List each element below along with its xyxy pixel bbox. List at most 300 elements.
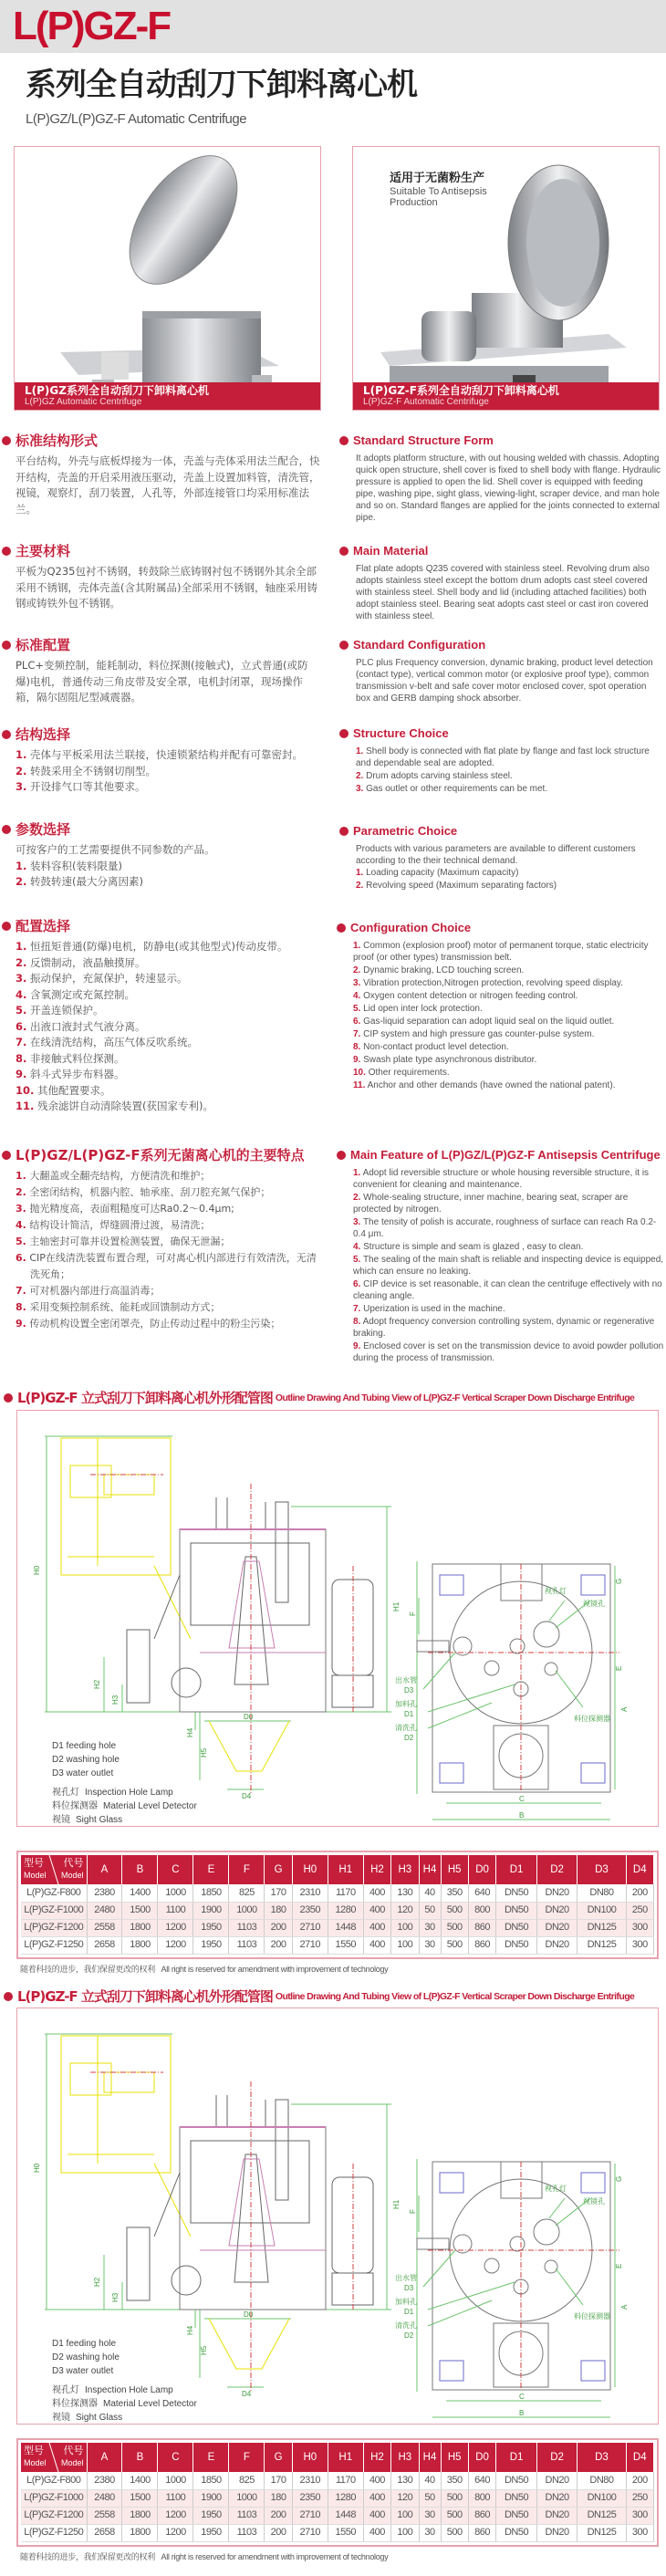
legend-detector-cn: 料位探测器 xyxy=(52,1801,98,1811)
item-number: 4. xyxy=(16,1219,26,1231)
item-text: 开设排气口等其他要求。 xyxy=(30,780,146,793)
table-row xyxy=(21,2524,654,2541)
bullet-icon xyxy=(337,923,346,933)
item-number: 3. xyxy=(16,972,27,985)
table-cell: 1800 xyxy=(122,1919,158,1936)
item-text: 大翻盖或全翻壳结构，方便清洗和维护； xyxy=(29,1170,211,1182)
table-cell: 1170 xyxy=(328,1884,363,1902)
item-number: 8. xyxy=(16,1301,26,1313)
table-cell: L(P)GZ-F800 xyxy=(21,2472,87,2489)
list-item xyxy=(16,1217,326,1234)
item-number: 9. xyxy=(16,1068,27,1080)
item-text: 恒扭矩普通(防爆)电机，防静电(或其他型式)传动皮带。 xyxy=(30,940,288,953)
drawing-title-cn: L(P)GZ-F 立式刮刀下卸料离心机外形配管图 xyxy=(17,1988,273,2005)
model-cn: 型号 xyxy=(24,2446,44,2456)
brand-logo: L(P)GZ-F xyxy=(13,4,171,48)
table-cell: DN50 xyxy=(496,1884,537,1902)
drawing-title-en: Outline Drawing And Tubing View of L(P)GZ-F Vertical Scraper Down Discharge Entrifuge xyxy=(275,1991,635,2002)
item-number: 5. xyxy=(16,1236,26,1247)
drawing-legend xyxy=(52,2339,197,2423)
table-cell: 1800 xyxy=(122,1936,158,1954)
table-cell: DN50 xyxy=(496,1902,537,1919)
column-header: D4 xyxy=(626,1855,653,1884)
list-item xyxy=(16,955,321,972)
item-number: 8. xyxy=(353,1042,361,1052)
item-number: 10. xyxy=(353,1068,366,1078)
table-cell: 200 xyxy=(265,2524,292,2541)
list-item xyxy=(353,1303,665,1315)
table-cell: 1103 xyxy=(229,2507,265,2524)
en-standard-config xyxy=(339,637,663,704)
product-photo-lpgz xyxy=(14,146,321,411)
dim-h0: H0 xyxy=(33,2163,41,2173)
item-text: 反馈制动，液晶触摸屏。 xyxy=(30,955,146,969)
table-cell: 200 xyxy=(626,2472,653,2489)
table-cell: 1500 xyxy=(122,1902,158,1919)
item-text: 结构设计简洁，焊缝圆滑过渡，易清洗； xyxy=(29,1219,211,1231)
table-cell: DN100 xyxy=(578,1902,626,1919)
table-cell: L(P)GZ-F1200 xyxy=(21,2507,87,2524)
table-cell: DN50 xyxy=(496,2489,537,2507)
item-number: 10. xyxy=(16,1083,35,1097)
table-cell: 400 xyxy=(363,1919,390,1936)
caption-cn: L(P)GZ-F系列全自动刮刀下卸料离心机 xyxy=(363,384,559,397)
table-cell: 2380 xyxy=(87,1884,122,1902)
table-cell: 1280 xyxy=(328,2489,363,2507)
item-text: 壳体与平板采用法兰联接，快速锁紧结构并配有可靠密封。 xyxy=(30,748,304,761)
item-number: 8. xyxy=(353,1317,361,1327)
label-d2: D2 xyxy=(404,1734,414,1742)
table-cell: 1000 xyxy=(229,2489,265,2507)
table-cell: 500 xyxy=(441,2524,468,2541)
item-number: 4. xyxy=(353,991,361,1001)
table-cell: 30 xyxy=(419,1919,441,1936)
table-cell: DN20 xyxy=(536,2524,578,2541)
section-title: Structure Choice xyxy=(353,726,449,740)
legend-d3: D3 water outlet xyxy=(52,1768,114,1778)
item-number: 1. xyxy=(16,940,27,953)
item-number: 2. xyxy=(356,881,364,891)
code-en: Model xyxy=(60,1871,84,1880)
item-number: 11. xyxy=(353,1080,366,1090)
legend-d3: D3 water outlet xyxy=(52,2366,114,2376)
item-number: 2. xyxy=(16,875,27,888)
table-cell: DN20 xyxy=(536,1919,578,1936)
item-text: 出液口液封式气液分离。 xyxy=(30,1019,146,1033)
label-d2: D2 xyxy=(404,2331,414,2340)
section-title: 主要材料 xyxy=(16,543,71,559)
cn-main-features xyxy=(2,1146,326,1332)
table-cell: 1100 xyxy=(158,1902,193,1919)
table-cell: 1850 xyxy=(193,1884,229,1902)
table-cell: 400 xyxy=(363,2507,390,2524)
item-number: 1. xyxy=(16,859,27,872)
item-number: 2. xyxy=(356,771,364,781)
column-header: C xyxy=(158,2443,193,2472)
bullet-icon xyxy=(339,436,349,445)
svg-text:视镜Sight Glass xyxy=(52,1813,122,1825)
table-cell: 180 xyxy=(265,2489,292,2507)
table-cell: 1800 xyxy=(122,2524,158,2541)
bullet-icon xyxy=(339,547,349,556)
en-main-material xyxy=(339,543,663,622)
item-text: CIP device is set reasonable, it can clean the centrifuge effectively with no cleaning angle. xyxy=(353,1279,662,1301)
item-text: 含氧测定或充氮控制。 xyxy=(30,987,136,1001)
item-list xyxy=(2,747,321,796)
table-cell: 2710 xyxy=(292,1919,328,1936)
section-body: PLC+变频控制，能耗制动，料位探测(接触式)，立式普通(或防爆)电机，普通传动三角皮带及安全罩，电机封闭罩，现场操作箱，隔尔固阻尼型减震器。 xyxy=(16,659,308,704)
table-cell: 1200 xyxy=(158,2507,193,2524)
table-cell: 2380 xyxy=(87,2472,122,2489)
table-cell: 2558 xyxy=(87,2507,122,2524)
item-text: CIP在线清洗装置布置合理，可对离心机内部进行有效清洗，无清洗死角； xyxy=(29,1252,317,1280)
dim-d0: D0 xyxy=(244,1713,254,1721)
section-title: 标准结构形式 xyxy=(16,433,99,449)
dim-h0: H0 xyxy=(33,1565,41,1575)
list-item xyxy=(353,1067,663,1079)
column-header: H3 xyxy=(391,2443,419,2472)
item-number: 5. xyxy=(353,1255,361,1265)
table-row xyxy=(21,1919,654,1936)
column-header: D0 xyxy=(468,2443,495,2472)
table-cell: 1550 xyxy=(328,1936,363,1954)
table-cell: 640 xyxy=(468,1884,495,1902)
drawing-title-en: Outline Drawing And Tubing View of L(P)GZ-F Vertical Scraper Down Discharge Entrifuge xyxy=(275,1392,635,1403)
table-cell: DN80 xyxy=(578,1884,626,1902)
table-cell: 100 xyxy=(391,1936,419,1954)
table-cell: DN20 xyxy=(536,1936,578,1954)
cn-main-material xyxy=(2,542,321,612)
bullet-icon xyxy=(2,547,11,556)
table-cell: 1448 xyxy=(328,1919,363,1936)
column-header: H0 xyxy=(292,1855,328,1884)
item-number: 5. xyxy=(353,1004,361,1014)
table-cell: 200 xyxy=(265,1936,292,1954)
table-cell: 120 xyxy=(391,2489,419,2507)
item-text: Adopt lid reversible structure or whole housing reversible structure, it is convenient for cleaning and maintenance. xyxy=(353,1168,650,1190)
table-cell: 2710 xyxy=(292,2507,328,2524)
list-item xyxy=(353,1028,663,1040)
table-cell: 2710 xyxy=(292,1936,328,1954)
item-number: 2. xyxy=(353,965,361,975)
en-structure-choice xyxy=(339,725,663,796)
table-cell: 1200 xyxy=(158,1936,193,1954)
list-item xyxy=(353,1216,665,1240)
note-en: All right is reserved for amendment with improvement of technology xyxy=(161,2551,389,2561)
spec-table-block xyxy=(16,2438,659,2562)
dim-a: A xyxy=(620,1706,629,1712)
column-header: D2 xyxy=(536,1855,578,1884)
label-sight: 视镜孔 xyxy=(583,1600,605,1608)
column-header: H2 xyxy=(363,2443,390,2472)
column-header: C xyxy=(158,1855,193,1884)
label-d1: D1 xyxy=(404,1710,414,1718)
item-text: Other requirements. xyxy=(368,1068,450,1078)
column-header: H3 xyxy=(391,1855,419,1884)
list-item xyxy=(353,1316,665,1340)
table-cell: 400 xyxy=(363,1902,390,1919)
table-cell: 1950 xyxy=(193,2524,229,2541)
column-header: G xyxy=(265,2443,292,2472)
table-cell: 500 xyxy=(441,2507,468,2524)
bullet-icon xyxy=(4,1992,13,2001)
item-text: Enclosed cover is set on the transmission device to avoid powder pollution during the process of transmission. xyxy=(353,1341,664,1363)
table-cell: 350 xyxy=(441,2472,468,2489)
table-cell: 2658 xyxy=(87,1936,122,1954)
item-text: Dynamic braking, LCD touching screen. xyxy=(363,965,525,975)
table-cell: 860 xyxy=(468,2507,495,2524)
dim-b: B xyxy=(519,2409,525,2417)
item-text: Swash plate type asynchronous distributor. xyxy=(363,1055,537,1065)
column-header: H1 xyxy=(328,1855,363,1884)
item-number: 6. xyxy=(16,1019,27,1033)
table-cell: 2710 xyxy=(292,2524,328,2541)
table-cell: 300 xyxy=(626,2507,653,2524)
table-cell: 2480 xyxy=(87,2489,122,2507)
dim-h2: H2 xyxy=(93,1679,101,1689)
list-item xyxy=(16,1051,321,1068)
item-text: Vibration protection,Nitrogen protection, revolving speed display. xyxy=(363,978,623,988)
model-header xyxy=(21,1855,87,1884)
table-cell: 1800 xyxy=(122,2507,158,2524)
list-item xyxy=(16,747,321,764)
table-cell: DN50 xyxy=(496,2507,537,2524)
section-title: L(P)GZ/L(P)GZ-F系列无菌离心机的主要特点 xyxy=(16,1147,305,1163)
table-cell: L(P)GZ-F800 xyxy=(21,1884,87,1902)
table-cell: DN125 xyxy=(578,1936,626,1954)
list-item xyxy=(16,779,321,796)
item-number: 3. xyxy=(356,784,364,794)
label-d3: D3 xyxy=(404,2284,414,2292)
list-item xyxy=(16,1099,321,1115)
page-title: 系列全自动刮刀下卸料离心机 xyxy=(26,67,417,103)
list-item xyxy=(356,880,663,892)
list-item xyxy=(16,987,321,1004)
item-number: 1. xyxy=(16,748,27,761)
item-number: 2. xyxy=(16,764,27,777)
table-cell: 1500 xyxy=(122,2489,158,2507)
table-cell: 1400 xyxy=(122,1884,158,1902)
table-cell: DN20 xyxy=(536,1884,578,1902)
list-item xyxy=(16,1083,321,1100)
item-text: Lid open inter lock protection. xyxy=(363,1004,483,1014)
item-number: 6. xyxy=(16,1252,26,1264)
cn-standard-structure xyxy=(2,432,321,517)
item-text: 抛光精度高，表面粗糙度可达Ra0.2～0.4μm; xyxy=(29,1203,234,1215)
cn-parameter-choice xyxy=(2,820,321,891)
legend-sight-en: Sight Glass xyxy=(76,2413,123,2423)
item-text: 转鼓采用全不锈钢切削型。 xyxy=(30,764,157,777)
table-row xyxy=(21,1884,654,1902)
bullet-icon xyxy=(2,825,11,834)
item-list xyxy=(337,1167,665,1364)
item-text: 在线清洗结构，高压气体反吹系统。 xyxy=(30,1036,199,1048)
item-text: Gas-liquid separation can adopt liquid seal on the liquid outlet. xyxy=(363,1017,615,1027)
column-header: D2 xyxy=(536,2443,578,2472)
item-number: 9. xyxy=(353,1341,361,1351)
table-cell: 1103 xyxy=(229,2524,265,2541)
en-standard-structure xyxy=(339,433,663,524)
table-cell: 400 xyxy=(363,2524,390,2541)
label-d1: D1 xyxy=(404,2308,414,2316)
legend-d1: D1 feeding hole xyxy=(52,2339,117,2349)
cn-standard-config xyxy=(2,636,321,706)
list-item xyxy=(353,1278,665,1302)
table-cell: 1000 xyxy=(229,1902,265,1919)
bullet-icon xyxy=(2,641,11,650)
table-cell: DN50 xyxy=(496,2472,537,2489)
code-en: Model xyxy=(60,2458,84,2467)
item-number: 7. xyxy=(16,1036,27,1048)
list-item xyxy=(16,1168,326,1184)
svg-text:视孔灯Inspection Hole Lamp xyxy=(52,2383,173,2395)
column-header: B xyxy=(122,2443,158,2472)
item-text: Gas outlet or other requirements can be met. xyxy=(366,784,548,794)
spec-table-block xyxy=(16,1851,659,1975)
table-cell: DN50 xyxy=(496,1919,537,1936)
table-cell: 860 xyxy=(468,1919,495,1936)
bullet-icon xyxy=(2,730,11,739)
section-title: Main Material xyxy=(353,544,429,558)
table-cell: 400 xyxy=(363,2472,390,2489)
column-header: H1 xyxy=(328,2443,363,2472)
dim-g: G xyxy=(615,2175,623,2182)
table-cell: 130 xyxy=(391,1884,419,1902)
column-header: H0 xyxy=(292,2443,328,2472)
table-cell: 400 xyxy=(363,1884,390,1902)
table-cell: 640 xyxy=(468,2472,495,2489)
table-header xyxy=(21,1855,654,1884)
product-photo-lpgz-f xyxy=(352,146,660,411)
column-header: D1 xyxy=(496,2443,537,2472)
table-cell: 200 xyxy=(265,1919,292,1936)
table-cell: 1400 xyxy=(122,2472,158,2489)
item-number: 1. xyxy=(356,746,364,756)
list-item xyxy=(16,1234,326,1250)
item-number: 11. xyxy=(16,1100,35,1112)
svg-text:视镜Sight Glass xyxy=(52,2411,122,2423)
column-header: D1 xyxy=(496,1855,537,1884)
table-cell: 30 xyxy=(419,2507,441,2524)
column-header: D3 xyxy=(578,2443,626,2472)
list-item xyxy=(16,1003,321,1019)
list-item xyxy=(16,1035,321,1051)
item-number: 7. xyxy=(353,1029,361,1039)
dim-d4: D4 xyxy=(242,2390,252,2398)
item-text: CIP system and high pressure gas counter-pulse system. xyxy=(363,1029,595,1039)
table-cell: 100 xyxy=(391,2507,419,2524)
table-cell: 170 xyxy=(265,2472,292,2489)
item-number: 1. xyxy=(356,868,364,878)
table-cell: 2658 xyxy=(87,2524,122,2541)
drawing-legend xyxy=(52,1741,197,1825)
svg-text:视孔灯Inspection Hole Lamp xyxy=(52,1786,173,1798)
list-item xyxy=(356,746,663,769)
dim-e: E xyxy=(615,2263,623,2268)
legend-sight-cn: 视镜 xyxy=(52,2413,70,2423)
table-cell: 500 xyxy=(441,2489,468,2507)
item-text: Drum adopts carving stainless steel. xyxy=(366,771,513,781)
item-number: 7. xyxy=(353,1304,361,1314)
list-item xyxy=(353,1041,663,1053)
label-detector: 料位探测器 xyxy=(574,2312,610,2320)
item-number: 3. xyxy=(16,1203,26,1215)
table-cell: 1850 xyxy=(193,2472,229,2489)
dim-e: E xyxy=(615,1665,623,1671)
dim-h2: H2 xyxy=(93,2277,101,2287)
item-text: Loading capacity (Maximum capacity) xyxy=(366,868,519,878)
en-parametric-choice xyxy=(339,823,663,892)
item-number: 1. xyxy=(16,1170,26,1182)
table-row xyxy=(21,2489,654,2507)
bullet-icon xyxy=(337,1151,346,1160)
label-detector: 料位探测器 xyxy=(574,1715,610,1723)
section-title: Standard Configuration xyxy=(353,638,486,652)
item-text: Uperization is used in the machine. xyxy=(363,1304,505,1314)
list-item xyxy=(353,977,663,989)
table-cell: 30 xyxy=(419,2524,441,2541)
section-body: Flat plate adopts Q235 covered with stainless steel. Revolving drum also adopts stainless steel except the bottom drum adopts cast steel covered with stainless steel. Shell body and lid (including attached facilities) both adopt stainless steel. Bearing seat adopts cast steel or cast iron covered with stainless steel. xyxy=(356,564,650,621)
model-en: Model xyxy=(24,2458,47,2467)
spec-table-grid xyxy=(21,1855,654,1955)
table-cell: 180 xyxy=(265,1902,292,1919)
bullet-icon xyxy=(339,827,349,836)
column-header: G xyxy=(265,1855,292,1884)
label-d3: D3 xyxy=(404,1686,414,1695)
code-cn: 代号 xyxy=(63,2446,84,2456)
item-list xyxy=(2,939,321,1115)
table-header xyxy=(21,2443,654,2472)
item-text: 斜斗式异步布料器。 xyxy=(30,1068,125,1080)
item-number: 1. xyxy=(353,941,361,951)
item-text: The sealing of the main shaft is reliable and inspecting device is equipped, which can ensure no leaking. xyxy=(353,1255,664,1277)
legend-lamp-en: Inspection Hole Lamp xyxy=(85,2385,173,2395)
table-cell: DN125 xyxy=(578,1919,626,1936)
spec-table-grid xyxy=(21,2443,654,2542)
table-cell: 800 xyxy=(468,1902,495,1919)
column-header: H5 xyxy=(441,1855,468,1884)
dim-h3: H3 xyxy=(111,2292,120,2302)
column-header: D0 xyxy=(468,1855,495,1884)
bullet-icon xyxy=(2,1151,11,1160)
bullet-icon xyxy=(339,729,349,738)
item-text: 残余滤饼自动清除装置(获国家专利)。 xyxy=(37,1100,214,1112)
column-header: H4 xyxy=(419,2443,441,2472)
list-item xyxy=(353,1079,663,1091)
item-text: Non-contact product level detection. xyxy=(363,1042,509,1052)
item-number: 6. xyxy=(353,1279,361,1289)
caption-cn: L(P)GZ系列全自动刮刀下卸料离心机 xyxy=(25,384,209,397)
table-cell: 1280 xyxy=(328,1902,363,1919)
item-number: 9. xyxy=(353,1055,361,1065)
dim-h5: H5 xyxy=(200,2345,208,2355)
list-item xyxy=(356,770,663,782)
table-cell: 1100 xyxy=(158,2489,193,2507)
outline-drawing-svg xyxy=(17,1411,660,1828)
item-text: 振动保护，充氮保护，转速显示。 xyxy=(30,972,188,985)
table-cell: 1170 xyxy=(328,2472,363,2489)
label-outlet: 出水管 xyxy=(395,1676,417,1684)
item-number: 6. xyxy=(353,1017,361,1027)
table-cell: 1200 xyxy=(158,2524,193,2541)
list-item xyxy=(353,990,663,1002)
list-item xyxy=(356,783,663,795)
item-text: 主轴密封可靠并设置检测装置，确保无泄漏； xyxy=(29,1236,231,1247)
list-item xyxy=(353,1241,665,1253)
table-cell: 40 xyxy=(419,2472,441,2489)
table-cell: 250 xyxy=(626,2489,653,2507)
item-number: 1. xyxy=(353,1168,361,1178)
